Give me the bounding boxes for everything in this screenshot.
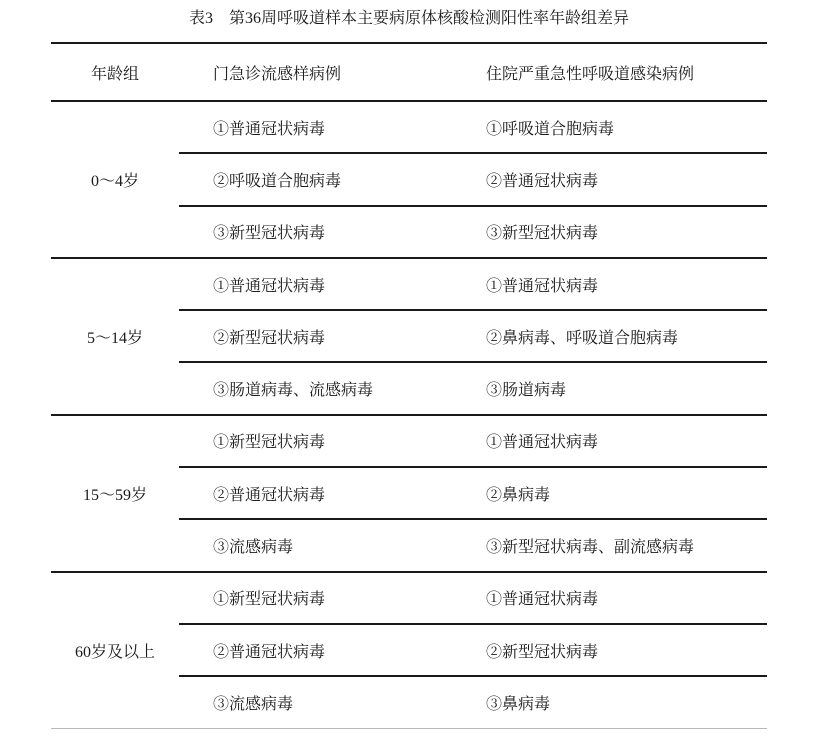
inpatient-cell: ②新型冠状病毒	[452, 624, 767, 676]
header-age-group: 年龄组	[51, 43, 179, 101]
outpatient-cell: ①普通冠状病毒	[179, 258, 452, 310]
inpatient-cell: ③鼻病毒	[452, 676, 767, 728]
outpatient-cell: ③新型冠状病毒	[179, 206, 452, 258]
outpatient-cell: ①普通冠状病毒	[179, 101, 452, 153]
inpatient-cell: ①普通冠状病毒	[452, 415, 767, 467]
outpatient-cell: ①新型冠状病毒	[179, 415, 452, 467]
age-group-cell: 0～4岁	[51, 101, 179, 258]
inpatient-cell: ③新型冠状病毒	[452, 206, 767, 258]
outpatient-cell: ②新型冠状病毒	[179, 310, 452, 362]
inpatient-cell: ①普通冠状病毒	[452, 258, 767, 310]
outpatient-cell: ③肠道病毒、流感病毒	[179, 362, 452, 414]
inpatient-cell: ①呼吸道合胞病毒	[452, 101, 767, 153]
inpatient-cell: ③肠道病毒	[452, 362, 767, 414]
table-row	[51, 572, 767, 624]
age-group-cell: 60岁及以上	[51, 572, 179, 729]
pathogen-positivity-table	[51, 42, 767, 729]
inpatient-cell: ①普通冠状病毒	[452, 572, 767, 624]
inpatient-cell: ②鼻病毒	[452, 467, 767, 519]
age-group-cell: 15～59岁	[51, 415, 179, 572]
inpatient-cell: ②普通冠状病毒	[452, 153, 767, 205]
outpatient-cell: ②呼吸道合胞病毒	[179, 153, 452, 205]
inpatient-cell: ③新型冠状病毒、副流感病毒	[452, 519, 767, 571]
table-title: 表3 第36周呼吸道样本主要病原体核酸检测阳性率年龄组差异	[188, 10, 629, 27]
header-outpatient-ili: 门急诊流感样病例	[179, 43, 452, 101]
table-row	[51, 101, 767, 153]
outpatient-cell: ③流感病毒	[179, 519, 452, 571]
table-row	[51, 415, 767, 467]
inpatient-cell: ②鼻病毒、呼吸道合胞病毒	[452, 310, 767, 362]
outpatient-cell: ①新型冠状病毒	[179, 572, 452, 624]
age-group-cell: 5～14岁	[51, 258, 179, 415]
header-inpatient-sari: 住院严重急性呼吸道感染病例	[452, 43, 767, 101]
outpatient-cell: ②普通冠状病毒	[179, 467, 452, 519]
header-row	[51, 43, 767, 101]
outpatient-cell: ③流感病毒	[179, 676, 452, 728]
outpatient-cell: ②普通冠状病毒	[179, 624, 452, 676]
table-row	[51, 258, 767, 310]
